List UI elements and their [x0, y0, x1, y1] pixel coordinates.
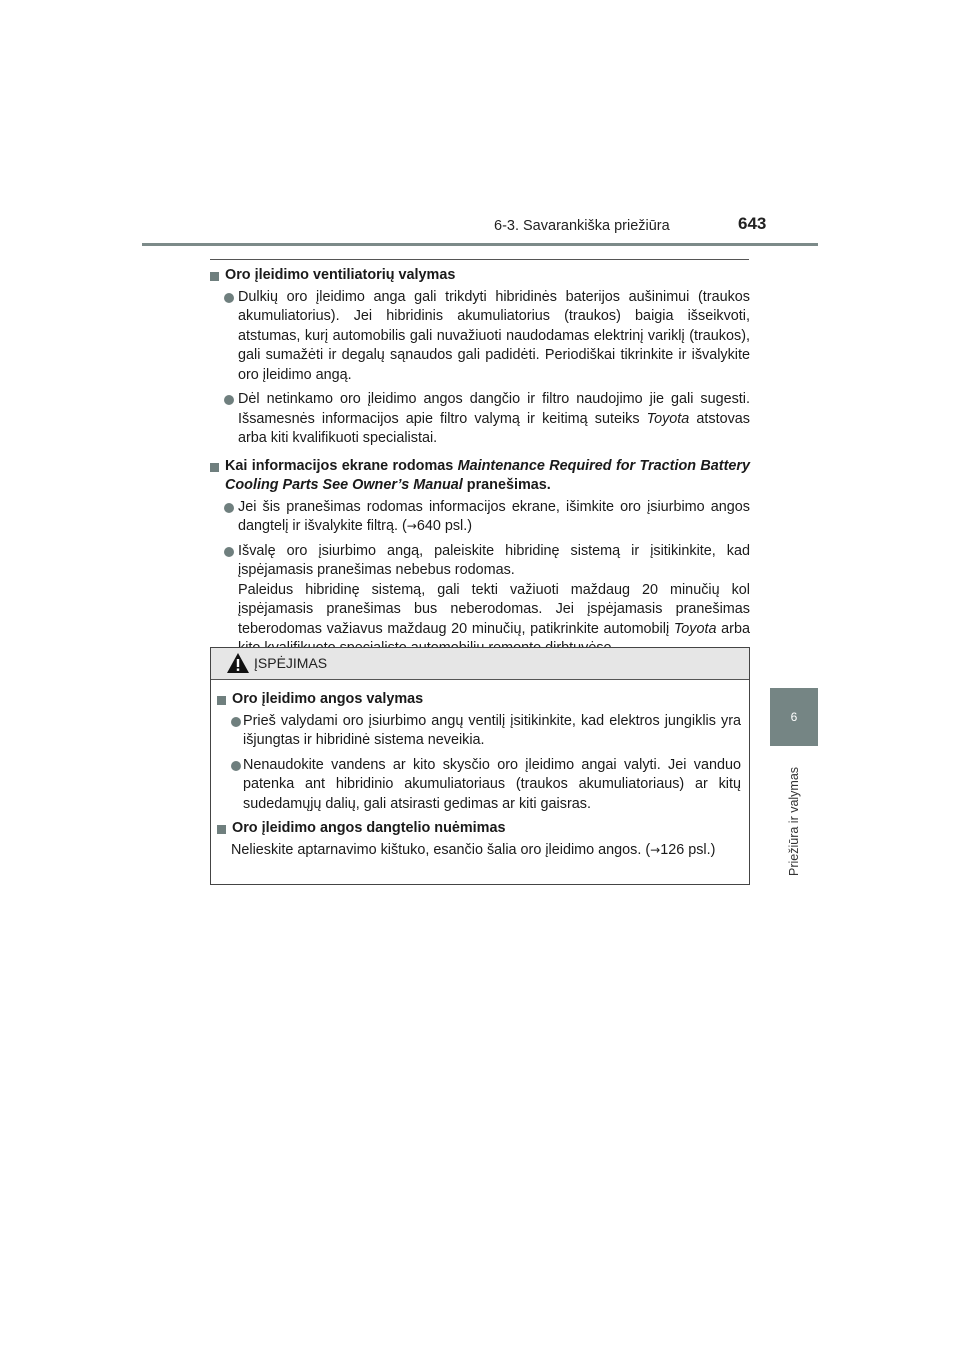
warning-paragraph: [217, 841, 741, 861]
chapter-tab[interactable]: 6: [770, 688, 818, 746]
warning-body: [211, 690, 749, 865]
content-top-rule: [210, 259, 749, 260]
list-item-text: Paleidus hibridinę sistemą, gali tekti važiuoti maždaug 20 minučių kol įspėjamasis pranešimas bus neberodomas. Jei įspėjamasis pranešimas teberodomas važiavus maždaug 20 minučių, patikrinkite automobilį: [238, 581, 750, 637]
warning-heading-text: Oro įleidimo angos valymas: [232, 691, 424, 707]
list-item: [210, 288, 750, 386]
square-bullet-icon: [210, 463, 219, 472]
brand-name: Toyota: [646, 410, 690, 427]
list-item: [210, 542, 750, 659]
arrow-icon: →: [406, 519, 417, 533]
paragraph-text: Nelieskite aptarnavimo kištuko, esančio šalia oro įleidimo angos. (: [231, 841, 651, 858]
main-content: [210, 266, 750, 664]
page-number: 643: [738, 214, 767, 233]
brand-name: Toyota: [673, 620, 717, 637]
round-bullet-icon: [231, 761, 241, 771]
page-reference-link[interactable]: 126 psl.): [660, 841, 716, 858]
warning-heading: [217, 819, 741, 839]
warning-title: ĮSPĖJIMAS: [254, 655, 328, 671]
round-bullet-icon: [224, 547, 234, 557]
section-heading-text: Kai informacijos ekrane rodomas: [225, 457, 458, 474]
list-item: [210, 498, 750, 537]
warning-list-item: [217, 712, 741, 751]
section-heading-text: Oro įleidimo ventiliatorių valymas: [225, 267, 456, 283]
list-item-text: Jei šis pranešimas rodomas informacijos ekrane, išimkite oro įsiurbimo angos dangtelį ir išvalykite filtrą. (: [238, 498, 750, 534]
round-bullet-icon: [224, 503, 234, 513]
list-item-text: Dulkių oro įleidimo anga gali trikdyti hibridinės baterijos aušinimui (traukos akumuliatorius). Jei hibridinis akumuliatorius (traukos) baigia išseikvoti, atstumas, kurį automobilis gali nuvažiuoti naudodamas elektrinį variklį (traukos), gali sumažėti ir degalų sąnaudos gali padidėti. Periodiškai tikrinkite ir išvalykite oro įleidimo angą.: [238, 288, 750, 383]
arrow-icon: →: [650, 842, 661, 857]
list-item-text: Išvalę oro įsiurbimo angą, paleiskite hibridinę sistemą ir įsitikinkite, kad įspėjamasis pranešimas nebebus rodomas.: [238, 542, 750, 578]
square-bullet-icon: [210, 272, 219, 281]
warning-box: [210, 647, 750, 885]
header-section-title: 6-3. Savarankiška priežiūra: [494, 218, 670, 234]
warning-list-item: [217, 756, 741, 815]
square-bullet-icon: [217, 696, 226, 705]
list-item-text: Dėl netinkamo oro įleidimo angos dangčio ir filtro naudojimo jie gali sugesti. Išsamesnės informacijos apie filtro valymą ir keitimą suteiks: [238, 391, 750, 427]
section-heading-text: pranešimas.: [462, 477, 551, 493]
warning-heading-text: Oro įleidimo angos dangtelio nuėmimas: [232, 820, 506, 836]
chapter-title-vertical: Priežiūra ir valymas: [787, 766, 801, 876]
list-item-text: arba: [721, 620, 750, 637]
list-item-text: Prieš valydami oro įsiurbimo angų ventilį įsitikinkite, kad elektros jungiklis yra išjungtas ir hibridinė sistema neveikia.: [243, 712, 741, 748]
round-bullet-icon: [224, 395, 234, 405]
page-reference-link[interactable]: 640 psl.): [416, 518, 473, 534]
warning-header: [211, 648, 749, 680]
round-bullet-icon: [231, 717, 241, 727]
round-bullet-icon: [224, 293, 234, 303]
list-item: [210, 390, 750, 449]
list-item-text: Nenaudokite vandens ar kito skysčio oro įleidimo angai valyti. Jei vanduo patenka ant hibridinio akumuliatoriaus (traukos akumuliatoriaus) ar kitų sudedamųjų dalių, gali atsirasti gedimas ar kiti gaisras.: [243, 756, 741, 812]
square-bullet-icon: [217, 825, 226, 834]
warning-triangle-icon: [226, 652, 250, 674]
list-item-text: atstovas arba kiti kvalifikuoti specialistai.: [238, 410, 750, 446]
section-heading: [210, 457, 750, 496]
section-heading: [210, 266, 750, 286]
header-rule: [142, 243, 818, 246]
display-message: Maintenance Required for Traction Battery Cooling Parts See Owner’s Manual: [225, 457, 750, 493]
warning-heading: [217, 690, 741, 710]
